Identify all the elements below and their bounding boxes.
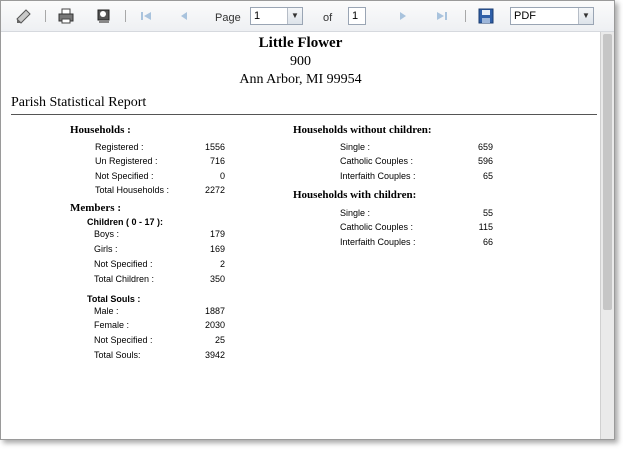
households-heading: Households : [70,124,131,136]
title-divider [11,114,597,115]
stat-value: 0 [219,171,225,181]
without-children-heading: Households without children: [293,124,432,136]
save-icon[interactable] [477,7,495,25]
stat-label: Total Households : [95,185,170,195]
of-label: of [323,12,333,24]
stat-label: Interfaith Couples : [340,171,416,181]
total-pages-value: 1 [352,10,359,22]
page-label: Page [215,12,241,24]
stat-row [95,171,225,183]
org-name: Little Flower [258,35,343,51]
export-format-dropdown[interactable] [510,7,594,25]
address-line1: 900 [290,54,311,69]
with-children-heading: Households with children: [293,189,417,201]
stat-row [94,229,225,241]
stat-row [94,306,225,318]
next-page-icon[interactable] [394,7,412,25]
page-number-value: 1 [254,10,261,22]
stat-label: Male : [94,306,119,316]
report-title: Parish Statistical Report [11,95,147,110]
stat-label: Not Specified : [94,335,153,345]
stat-value: 169 [209,244,225,254]
first-page-icon[interactable] [137,7,155,25]
stat-label: Catholic Couples : [340,222,414,232]
stat-value: 55 [482,208,493,218]
last-page-icon[interactable] [433,7,451,25]
stat-row [340,208,493,220]
souls-heading: Total Souls : [87,294,141,304]
stat-row [94,320,225,332]
stat-row [340,222,493,234]
stat-label: Total Children : [94,274,155,284]
toolbar-separator [465,10,466,22]
page-setup-icon[interactable] [95,7,113,25]
stat-label: Girls : [94,244,118,254]
stat-row [95,185,225,197]
stat-value: 2 [219,259,225,269]
stat-value: 2272 [204,185,225,195]
stat-value: 1887 [204,306,225,316]
stat-row [94,244,225,256]
stat-row [340,142,493,154]
print-icon[interactable] [57,7,75,25]
stat-value: 1556 [204,142,225,152]
chevron-down-icon[interactable]: ▼ [578,8,593,24]
scrollbar-thumb[interactable] [603,34,612,310]
stat-value: 350 [209,274,225,284]
toolbar-separator [45,10,46,22]
stat-label: Interfaith Couples : [340,237,416,247]
stat-value: 596 [477,156,493,166]
stat-value: 115 [478,222,493,232]
address-line2: Ann Arbor, MI 99954 [239,72,362,87]
toolbar-separator [125,10,126,22]
stat-row [95,156,225,168]
edit-icon[interactable] [15,7,33,25]
stat-row [340,171,493,183]
stat-value: 25 [214,335,225,345]
stat-label: Single : [340,142,371,152]
stat-label: Total Souls: [94,350,141,360]
stat-label: Un Registered : [95,156,158,166]
stat-value: 716 [209,156,225,166]
stat-row [94,259,225,271]
stat-value: 66 [482,237,493,247]
stat-label: Not Specified : [95,171,154,181]
stat-label: Catholic Couples : [340,156,414,166]
stat-row [340,237,493,249]
stat-value: 179 [209,229,225,239]
stat-label: Registered : [95,142,144,152]
stat-label: Single : [340,208,371,218]
stat-label: Boys : [94,229,120,239]
stat-value: 65 [482,171,493,181]
stat-value: 659 [477,142,493,152]
stat-row [94,274,225,286]
stat-label: Not Specified : [94,259,153,269]
children-heading: Children ( 0 - 17 ): [87,217,164,227]
page-number-dropdown[interactable] [250,7,303,25]
stat-row [94,335,225,347]
previous-page-icon[interactable] [175,7,193,25]
stat-row [94,350,225,362]
export-format-value: PDF [514,10,536,22]
members-heading: Members : [70,202,122,214]
total-pages-field [348,7,366,25]
report-content [1,32,600,439]
stat-row [340,156,493,168]
chevron-down-icon[interactable]: ▼ [287,8,302,24]
stat-label: Female : [94,320,130,330]
stat-value: 3942 [204,350,225,360]
report-toolbar [1,1,614,32]
stat-row [95,142,225,154]
vertical-scrollbar[interactable] [600,32,615,439]
stat-value: 2030 [204,320,225,330]
